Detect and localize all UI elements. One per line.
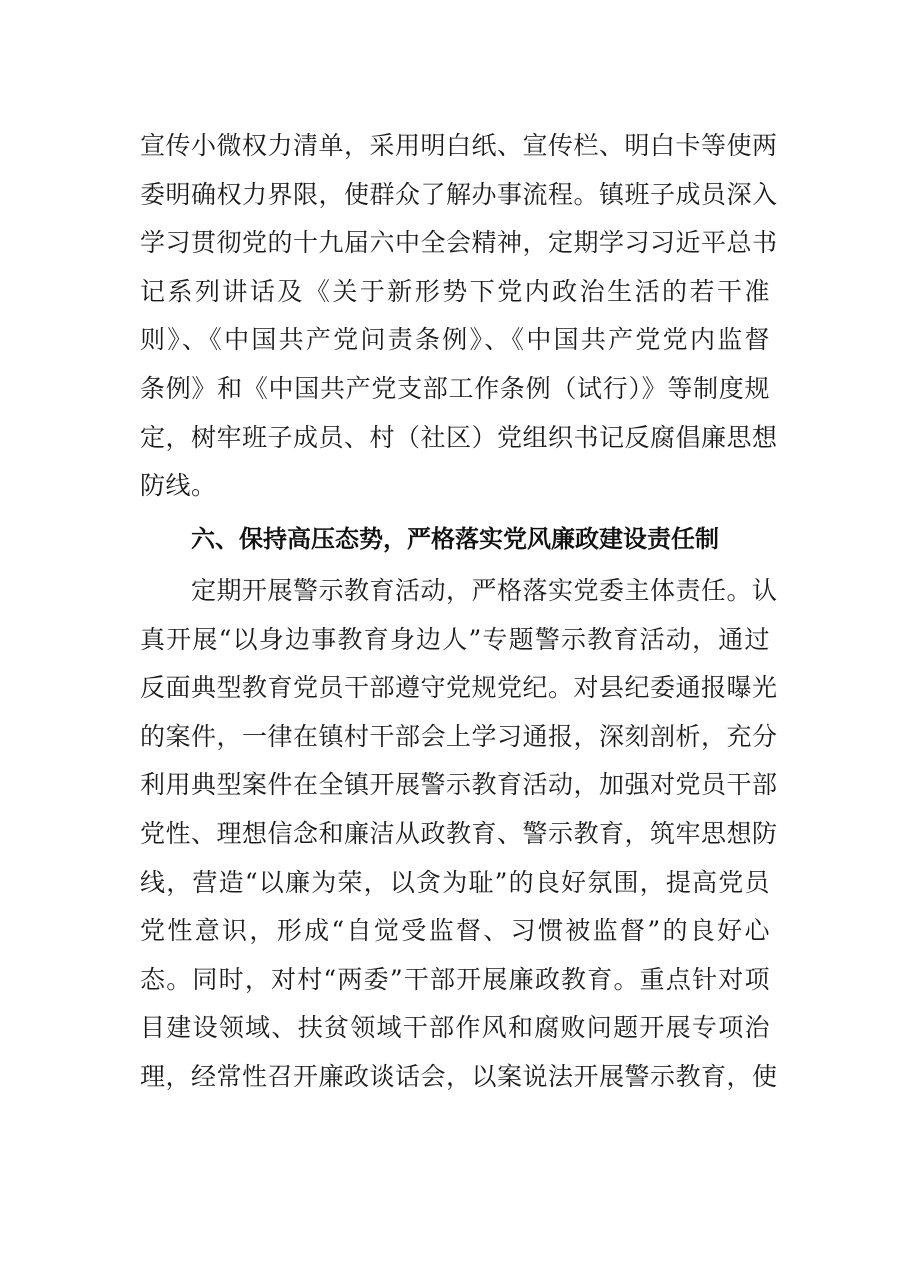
paragraph-line: 记系列讲话及《关于新形势下党内政治生活的若干准 — [140, 276, 770, 306]
paragraph-line: 宣传小微权力清单，采用明白纸、宣传栏、明白卡等使两 — [140, 131, 778, 160]
paragraph-line: 真开展“以身边事教育身边人”专题警示教育活动，通过 — [140, 624, 770, 654]
paragraph-line: 学习贯彻党的十九届六中全会精神，定期学习习近平总书 — [140, 228, 778, 258]
paragraph-line: 反面典型教育党员干部遵守党规党纪。对县纪委通报曝光 — [140, 673, 778, 703]
paragraph-line: 目建设领域、扶贫领域干部作风和腐败问题开展专项治 — [140, 1013, 770, 1043]
paragraph-line: 条例》和《中国共产党支部工作条例（试行）》等制度规 — [140, 373, 770, 403]
paragraph-line: 线，营造“以廉为荣，以贪为耻”的良好氛围，提高党员 — [140, 867, 770, 897]
section-heading: 六、保持高压态势，严格落实党风廉政建设责任制 — [191, 525, 719, 553]
paragraph-line: 定，树牢班子成员、村（社区）党组织书记反腐倡廉思想 — [140, 422, 778, 452]
paragraph-line: 党性、理想信念和廉洁从政教育、警示教育，筑牢思想防 — [140, 818, 778, 848]
paragraph-line: 防线。 — [140, 471, 217, 501]
paragraph-line: 利用典型案件在全镇开展警示教育活动，加强对党员干部 — [140, 770, 778, 800]
paragraph-line: 则》、《中国共产党问责条例》、《中国共产党党内监督 — [140, 325, 770, 355]
paragraph-line: 态。同时，对村“两委”干部开展廉政教育。重点针对项 — [140, 964, 770, 994]
paragraph-line: 定期开展警示教育活动，严格落实党委主体责任。认 — [140, 576, 778, 605]
paragraph-2 — [140, 567, 778, 1102]
paragraph-line: 的案件，一律在镇村干部会上学习通报，深刻剖析，充分 — [140, 721, 778, 751]
paragraph-line: 委明确权力界限，使群众了解办事流程。镇班子成员深入 — [140, 179, 778, 209]
paragraph-line: 理，经常性召开廉政谈话会，以案说法开展警示教育，使 — [140, 1061, 778, 1091]
paragraph-1 — [140, 122, 778, 511]
paragraph-line: 党性意识，形成“自觉受监督、习惯被监督”的良好心 — [140, 916, 770, 946]
